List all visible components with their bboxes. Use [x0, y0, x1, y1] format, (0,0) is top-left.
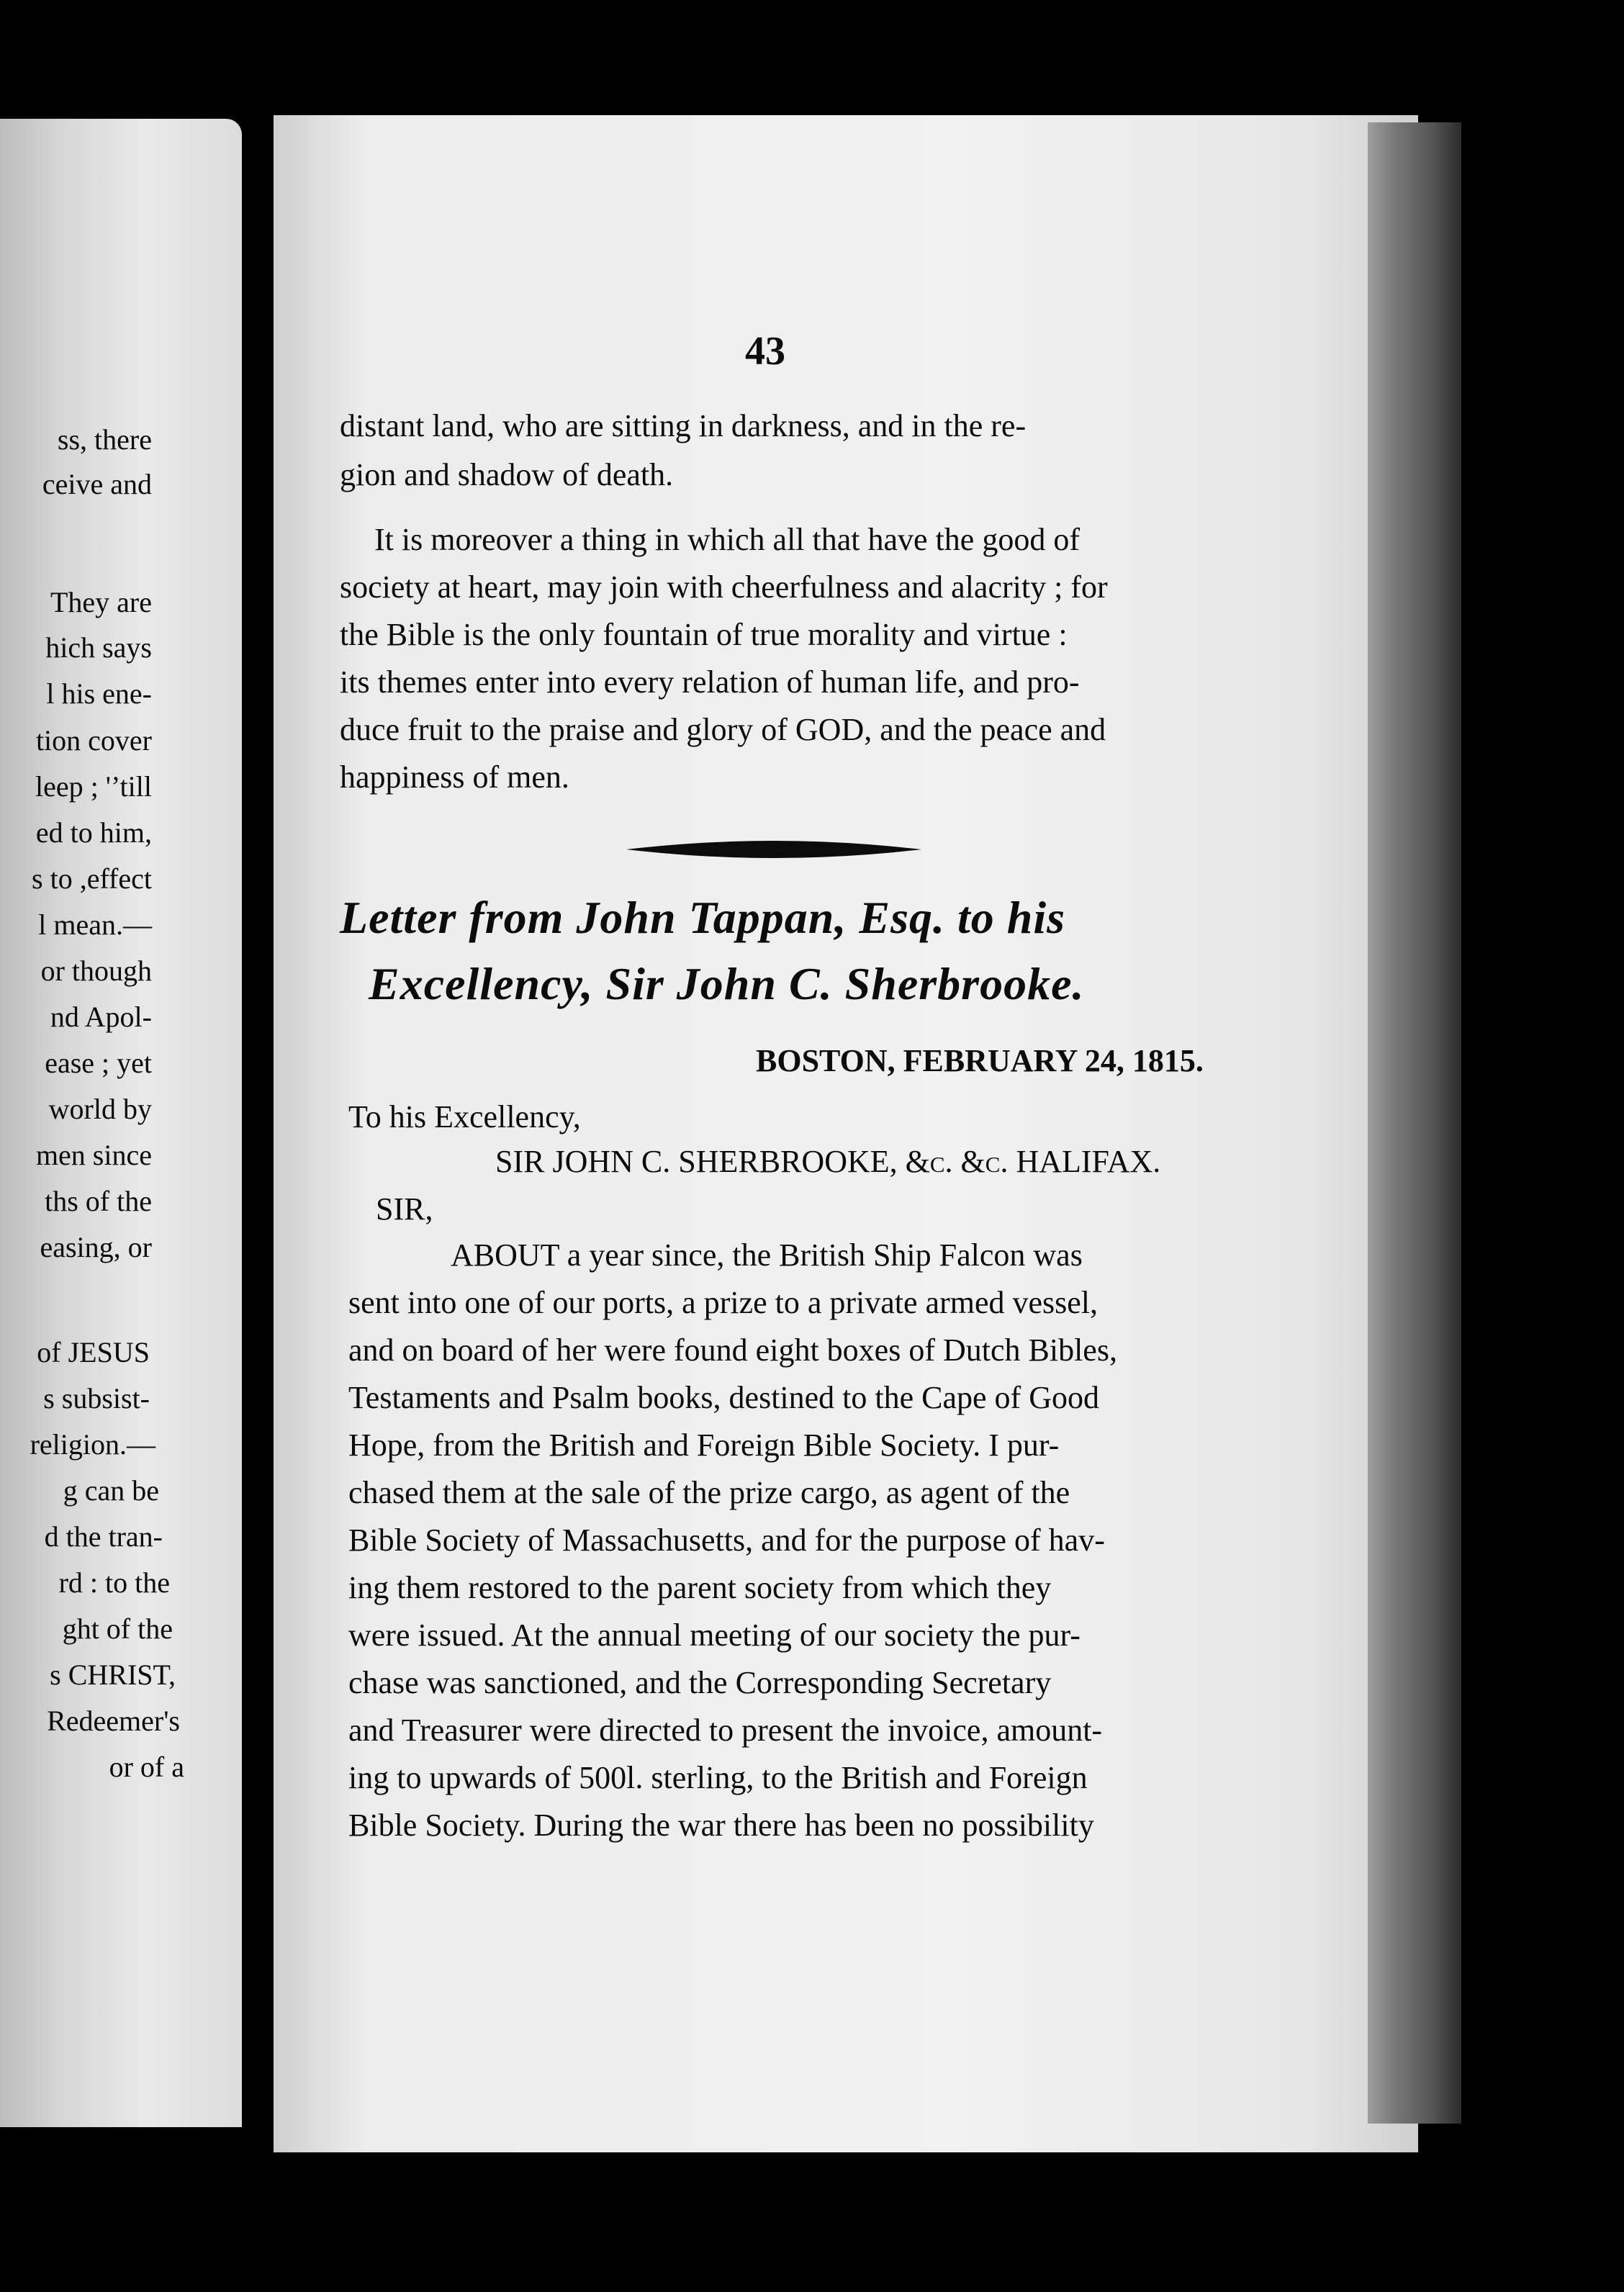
paragraph-line: the Bible is the only fountain of true morality and virtue :	[340, 617, 1068, 652]
left-text-line: tion cover	[35, 724, 152, 757]
left-text-line: ght of the	[62, 1612, 173, 1645]
page-number: 43	[745, 329, 785, 374]
addressee: SIR JOHN C. SHERBROOKE, &c. &c. HALIFAX.	[495, 1144, 1161, 1179]
body-line: chase was sanctioned, and the Corresponding Secretary	[348, 1665, 1052, 1700]
left-text-line: easing, or	[40, 1231, 152, 1263]
book-gutter	[242, 108, 274, 2196]
left-text-line: of JESUS	[37, 1336, 150, 1368]
left-text-line: religion.—	[30, 1428, 155, 1461]
body-line: Bible Society of Massachusetts, and for the purpose of hav-	[348, 1522, 1105, 1558]
left-text-line: rd : to the	[58, 1566, 170, 1599]
left-text-line: They are	[50, 586, 152, 618]
letter-heading-line2: Excellency, Sir John C. Sherbrooke.	[369, 958, 1085, 1009]
paragraph-line: society at heart, may join with cheerfulness and alacrity ; for	[340, 569, 1108, 605]
left-text-line: men since	[35, 1139, 152, 1171]
salutation-to: To his Excellency,	[348, 1099, 581, 1134]
left-text-line: ss, there	[57, 423, 152, 456]
left-text-line: leep ; '’till	[35, 770, 152, 803]
body-line: and Treasurer were directed to present the invoice, amount-	[348, 1713, 1103, 1748]
body-line: ABOUT a year since, the British Ship Falcon was	[451, 1237, 1083, 1273]
body-line: Hope, from the British and Foreign Bible Society. I pur-	[348, 1427, 1060, 1463]
body-line: ing to upwards of 500l. sterling, to the British and Foreign	[348, 1760, 1088, 1795]
paragraph-line: It is moreover a thing in which all that have the good of	[374, 522, 1080, 557]
body-line: Testaments and Psalm books, destined to the Cape of Good	[348, 1380, 1099, 1415]
body-line: sent into one of our ports, a prize to a private armed vessel,	[348, 1285, 1099, 1320]
paragraph-line: gion and shadow of death.	[340, 457, 674, 492]
left-text-line: d the tran-	[44, 1520, 163, 1553]
left-text-line: s CHRIST,	[50, 1659, 176, 1691]
dateline: BOSTON, FEBRUARY 24, 1815.	[756, 1043, 1204, 1078]
salutation-sir: SIR,	[376, 1191, 433, 1227]
page-edge-shadow	[1368, 122, 1461, 2124]
left-text-line: ease ; yet	[45, 1047, 152, 1079]
left-text-line: s to ,effect	[32, 862, 152, 895]
body-line: Bible Society. During the war there has been no possibility	[348, 1808, 1094, 1843]
paragraph-line: its themes enter into every relation of human life, and pro-	[340, 664, 1080, 700]
letter-heading-line1: Letter from John Tappan, Esq. to his	[340, 892, 1066, 943]
left-text-line: ths of the	[45, 1185, 152, 1217]
left-text-line: Redeemer's	[47, 1705, 180, 1737]
body-line: ing them restored to the parent society from which they	[348, 1570, 1052, 1605]
paragraph-line: duce fruit to the praise and glory of GOD, and the peace and	[340, 712, 1106, 747]
body-line: were issued. At the annual meeting of our society the pur-	[348, 1618, 1081, 1653]
left-text-line: l mean.—	[38, 908, 152, 941]
left-text-line: nd Apol-	[50, 1001, 152, 1033]
section-divider-ornament	[626, 836, 921, 862]
paragraph-line: distant land, who are sitting in darkness, and in the re-	[340, 408, 1027, 443]
paragraph-line: happiness of men.	[340, 759, 569, 795]
previous-page-fragment	[0, 119, 242, 2127]
left-text-line: or though	[40, 955, 152, 987]
left-text-line: hich says	[45, 631, 152, 664]
left-text-line: ceive and	[42, 468, 152, 500]
body-line: and on board of her were found eight boxes of Dutch Bibles,	[348, 1332, 1117, 1368]
left-text-line: s subsist-	[43, 1382, 150, 1415]
left-text-line: world by	[48, 1093, 152, 1125]
left-text-line: g can be	[63, 1474, 159, 1507]
left-text-line: or of a	[109, 1751, 184, 1783]
body-line: chased them at the sale of the prize cargo, as agent of the	[348, 1475, 1070, 1510]
left-text-line: l his ene-	[46, 677, 152, 710]
left-text-line: ed to him,	[35, 816, 152, 849]
